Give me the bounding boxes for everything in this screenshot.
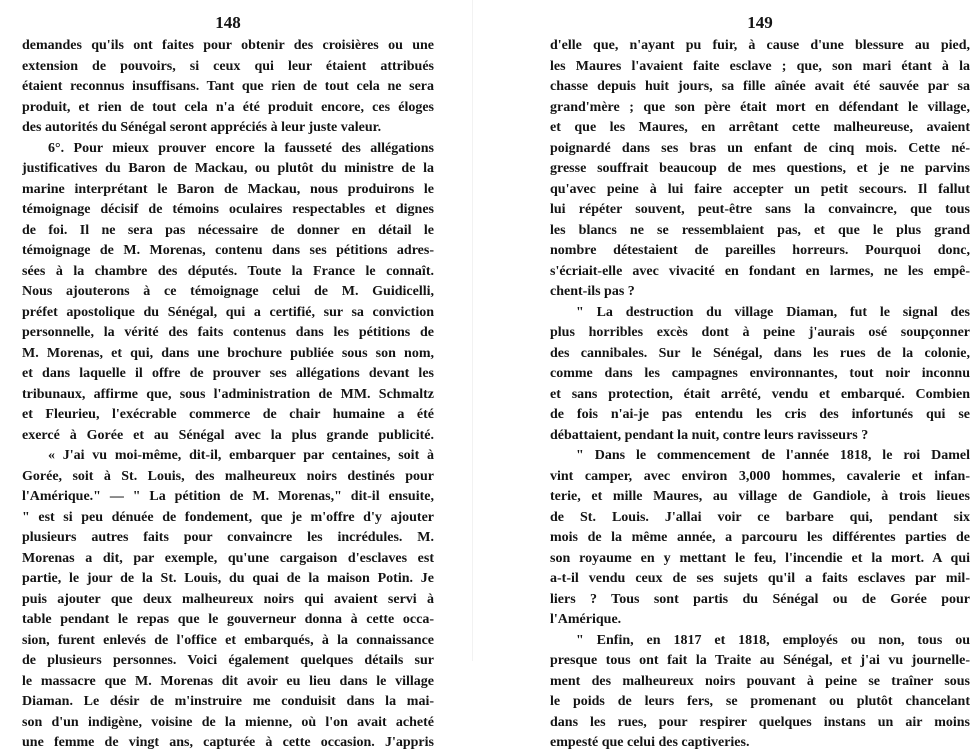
text-line: « J'ai vu moi-même, dit-il, embarquer par centaines, soit à bbox=[48, 448, 434, 463]
text-line: 6°. Pour mieux prouver encore la fausseté des allégations bbox=[48, 140, 434, 156]
text-line: table pendant le repas que le gouverneur donna à cette occa- bbox=[22, 612, 434, 627]
left-page-text bbox=[22, 36, 434, 754]
text-line: témoignage de M. Morenas, contenu dans ses pétitions adres- bbox=[22, 243, 434, 258]
text-line: une femme de vingt ans, capturée à cette occasion. J'appris bbox=[22, 735, 434, 750]
text-line: justificatives du Baron de Mackau, ou plutôt du ministre de la bbox=[22, 161, 434, 176]
text-line: presque tous ont fait la Traite au Sénégal, et j'ai vu journelle- bbox=[550, 653, 970, 668]
text-line: le massacre que M. Morenas dit avoir eu lieu dans le village bbox=[22, 673, 434, 689]
text-line: M. Morenas, et qui, dans une brochure publiée sous son nom, bbox=[22, 345, 434, 361]
text-line: l'Amérique." — " La pétition de M. Morenas," dit-il ensuite, bbox=[22, 489, 434, 504]
text-line: et que les Maures, en arrêtant cette malheureuse, avaient bbox=[550, 120, 970, 135]
page-number: 149 bbox=[747, 13, 773, 32]
text-line: témoignage décisif de témoins oculaires respectables et dignes bbox=[22, 202, 434, 217]
text-line: vint camper, avec environ 3,000 hommes, cavalerie et infan- bbox=[550, 468, 970, 484]
text-line: de plusieurs personnes. Voici également quelques détails sur bbox=[22, 653, 434, 668]
text-line: " La destruction du village Diaman, fut le signal des bbox=[576, 304, 970, 320]
text-line: tribunaux, affirme que, sous l'administration de MM. Schmaltz bbox=[22, 386, 434, 402]
text-line: demandes qu'ils ont faites pour obtenir des croisières ou une bbox=[22, 38, 434, 53]
text-line: préfet apostolique du Sénégal, qui a certifié, sur sa conviction bbox=[22, 304, 434, 320]
text-line: Gorée, soit à St. Louis, des malheureux noirs destinés pour bbox=[22, 468, 434, 484]
text-line: étaient reconnus insuffisans. Tant que rien de tout cela ne sera bbox=[22, 79, 434, 94]
text-line: chasse depuis huit jours, sa fille aînée avait été sauvée par sa bbox=[550, 79, 970, 94]
page-number: 148 bbox=[215, 13, 241, 32]
text-line: plus horribles excès dont à peine j'aurais osé soupçonner bbox=[550, 325, 970, 340]
text-line: les Maures l'avaient faite esclave ; que, son mari étant à la bbox=[550, 58, 970, 74]
text-line: sées à la chambre des députés. Toute la France le connaît. bbox=[22, 263, 434, 279]
text-line: empesté que celui des captiveries. bbox=[550, 735, 750, 750]
text-line: et dans laquelle il offre de prouver ses allégations devant les bbox=[22, 366, 434, 381]
text-line: Nous ajouterons à ce témoignage celui de M. Guidicelli, bbox=[22, 284, 434, 299]
page-gutter bbox=[472, 0, 473, 661]
text-line: dans les rues, pour respirer quelques instans un air moins bbox=[550, 714, 970, 730]
right-page-text bbox=[550, 36, 970, 754]
text-line: marine interprétant le Baron de Mackau, nous produirons le bbox=[22, 181, 434, 197]
text-line: de fois n'ai-je pas entendu les cris des infortunés qui se bbox=[550, 407, 970, 422]
right-page bbox=[550, 0, 970, 754]
text-line: mois de la même année, a parcouru les différentes parties de bbox=[550, 530, 970, 545]
text-line: exercé à Gorée et au Sénégal avec la plus grande publicité. bbox=[22, 427, 434, 443]
text-line: des cannibales. Sur le Sénégal, dans les rues de la colonie, bbox=[550, 345, 970, 361]
text-line: " est si peu dénuée de fondement, que je m'offre d'y ajouter bbox=[22, 509, 434, 525]
text-line: grand'mère ; que son père était mort en défendant le village, bbox=[550, 99, 970, 115]
text-line: les blancs ne se ressemblaient pas, et que le plus grand bbox=[550, 222, 970, 238]
text-line: Diaman. Le désir de m'instruire me conduisit dans la mai- bbox=[22, 694, 434, 709]
text-line: débattaient, pendant la nuit, contre leurs ravisseurs ? bbox=[550, 427, 869, 443]
text-line: a-t-il vendu ceux de ses sujets qu'il a faits esclaves par mil- bbox=[550, 571, 970, 586]
text-line: et Fleurieu, l'exécrable commerce de chair humaine a été bbox=[22, 407, 434, 422]
text-line: " Dans le commencement de l'année 1818, le roi Damel bbox=[576, 448, 970, 463]
text-line: comme dans les campagnes environnantes, tout noir inconnu bbox=[550, 366, 970, 381]
text-line: personnelle, la vérité des faits contenus dans les pétitions de bbox=[22, 325, 434, 340]
text-line: ment des malheureux noirs pouvant à peine se traîner sous bbox=[550, 673, 970, 689]
text-line: l'Amérique. bbox=[550, 612, 622, 627]
text-line: des autorités du Sénégal seront appréciés à leur juste valeur. bbox=[22, 120, 382, 135]
text-line: chent-ils pas ? bbox=[550, 284, 635, 299]
text-line: poignardé dans ses bras un enfant de cinq mois. Cette né- bbox=[550, 140, 970, 156]
text-line: sion, furent enlevés de l'office et embarqués, à la connaissance bbox=[22, 632, 434, 648]
text-line: de foi. Il ne sera pas nécessaire de donner en détail le bbox=[22, 222, 434, 238]
left-page bbox=[22, 0, 434, 754]
text-line: produit, et rien de tout cela n'a été produit encore, ces éloges bbox=[22, 99, 434, 115]
text-line: Morenas a dit, par exemple, qu'une cargaison d'esclaves est bbox=[22, 550, 434, 566]
text-line: de St. Louis. J'allai voir ce barbare qui, pendant six bbox=[550, 509, 970, 525]
text-line: nombre détestaient de pareilles horreurs. Pourquoi donc, bbox=[550, 243, 970, 258]
text-line: gresse souffrait beaucoup de mes questions, et je ne parvins bbox=[550, 161, 970, 176]
text-line: s'écriait-elle avec vivacité en fondant en larmes, ne les empê- bbox=[550, 263, 970, 279]
text-line: lui répéter souvent, peut-être sans la convaincre, que tous bbox=[550, 202, 970, 217]
text-line: " Enfin, en 1817 et 1818, employés ou non, tous ou bbox=[576, 632, 970, 648]
text-line: plusieurs autres faits pour convaincre les incrédules. M. bbox=[22, 530, 434, 545]
text-line: liers ? Tous sont partis du Sénégal ou de Gorée pour bbox=[550, 591, 970, 607]
text-line: son d'un indigène, voisine de la mienne, où l'on avait acheté bbox=[22, 714, 434, 730]
text-line: qu'avec peine à lui faire accepter un petit secours. Il fallut bbox=[550, 181, 970, 197]
text-line: son royaume en y mettant le feu, l'incendie et la mort. A qui bbox=[550, 550, 970, 566]
text-line: extension de pouvoirs, si ceux qui leur étaient attribués bbox=[22, 58, 434, 74]
text-line: puis ajouter que deux malheureux noirs qui avaient servi à bbox=[22, 591, 434, 607]
text-line: terie, et mille Maures, au village de Gandiole, à trois lieues bbox=[550, 489, 970, 504]
text-line: partie, le jour de la St. Louis, du quai de la maison Potin. Je bbox=[22, 571, 434, 586]
text-line: d'elle que, n'ayant pu fuir, à cause d'une blessure au pied, bbox=[550, 38, 970, 53]
text-line: le poids de leurs fers, se promenant ou plutôt chancelant bbox=[550, 694, 970, 709]
text-line: et sans protection, était arrêté, vendu et embarqué. Combien bbox=[550, 386, 970, 402]
